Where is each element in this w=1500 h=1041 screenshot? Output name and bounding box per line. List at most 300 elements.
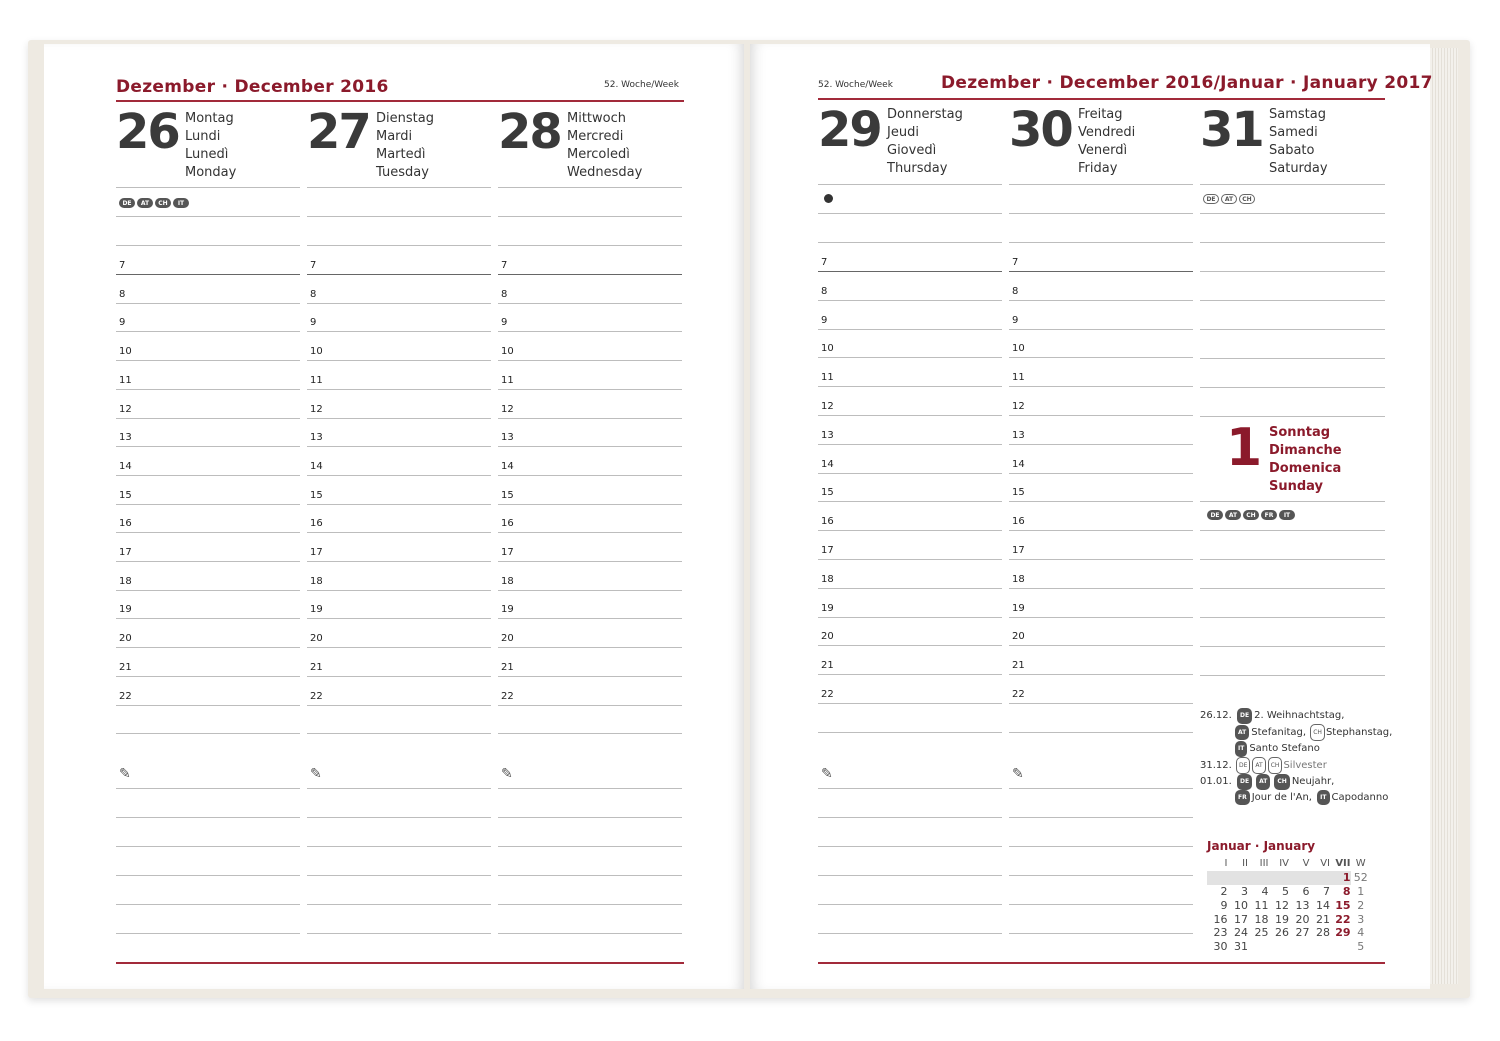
hour-line (307, 303, 491, 304)
hour-line (1009, 415, 1193, 416)
hour-line (1009, 703, 1193, 704)
hour-label: 20 (501, 633, 514, 645)
rule-line (116, 245, 300, 246)
notes-line (307, 817, 491, 818)
calendar-week-row (1207, 912, 1371, 926)
notes-line (818, 933, 1002, 934)
hour-label: 16 (1012, 516, 1025, 528)
hour-label: 16 (310, 518, 323, 530)
day-cell: 15 (1335, 898, 1351, 912)
day-number: 26 (116, 104, 179, 160)
hour-line (116, 418, 300, 419)
hour-label: 22 (501, 690, 514, 702)
hour-line (818, 329, 1002, 330)
hour-line (498, 389, 682, 390)
day-column (818, 44, 1002, 989)
day-cell (1310, 940, 1331, 954)
hour-line (1009, 473, 1193, 474)
hour-line (1009, 617, 1193, 618)
hour-label: 7 (310, 260, 317, 271)
rule-line (116, 733, 300, 734)
notes-line (307, 788, 491, 789)
day-cell: 6 (1302, 884, 1310, 898)
rule-line (818, 732, 1002, 733)
hour-label: 8 (119, 288, 126, 300)
notes-line (498, 788, 682, 789)
hour-label: 21 (310, 661, 323, 673)
day-names: Samstag Samedi Sabato Saturday (1269, 107, 1328, 176)
left-page (44, 44, 744, 989)
hour-line (498, 532, 682, 533)
calendar-week-row (1207, 926, 1371, 940)
day-cell (1248, 940, 1269, 954)
pencil-icon: ✎ (310, 766, 322, 782)
notes-line (1009, 904, 1193, 905)
hour-label: 13 (119, 432, 132, 444)
hour-line (818, 530, 1002, 531)
day-cell (1330, 940, 1351, 954)
right-page-header: Dezember · December 2016/Januar · January 2017 (941, 73, 1433, 93)
day-cell (1269, 871, 1290, 885)
pencil-icon: ✎ (1012, 766, 1024, 782)
holiday-line: IT Santo Stefano (1200, 741, 1392, 757)
hour-line (818, 415, 1002, 416)
rule-line (307, 733, 491, 734)
hour-label: 18 (821, 573, 834, 585)
notes-line (307, 904, 491, 905)
hour-label: 18 (501, 575, 514, 587)
notes-line (818, 817, 1002, 818)
hour-line (307, 676, 491, 677)
weekday-header: III (1259, 858, 1269, 870)
pencil-icon: ✎ (821, 766, 833, 782)
hour-label: 19 (501, 604, 514, 616)
day-cell: 25 (1254, 926, 1269, 940)
notes-line (116, 817, 300, 818)
day-number: 29 (818, 102, 881, 158)
notes-line (1009, 933, 1193, 934)
weekday-header: I (1224, 858, 1228, 870)
rule-line (1009, 213, 1193, 214)
hour-label: 15 (501, 489, 514, 501)
day-cell: 28 (1316, 926, 1330, 940)
sunday-number: 1 (1226, 418, 1263, 478)
hour-label: 16 (119, 518, 132, 530)
holiday-line: 31.12. DE AT CH Silvester (1200, 757, 1392, 775)
hour-line (1009, 559, 1193, 560)
hour-line (1009, 300, 1193, 301)
hour-line (818, 674, 1002, 675)
day-cell: 24 (1234, 926, 1248, 940)
hour-line (116, 705, 300, 706)
hour-label: 20 (1012, 631, 1025, 643)
hour-line (307, 360, 491, 361)
day-cell: 13 (1295, 898, 1310, 912)
hour-line (116, 676, 300, 677)
hour-label: 13 (821, 429, 834, 441)
hour-label: 21 (119, 661, 132, 673)
day-column (498, 44, 682, 989)
new-moon-dot-icon (824, 194, 833, 203)
sunday-holiday-badges (1207, 510, 1295, 520)
hour-label: 9 (119, 317, 126, 329)
day-cell: 11 (1254, 898, 1269, 912)
hour-line (116, 618, 300, 619)
calendar-header-row (1207, 857, 1371, 871)
rule-line (818, 184, 1002, 185)
notes-line (818, 875, 1002, 876)
hour-line (307, 475, 491, 476)
hour-line (498, 274, 682, 275)
week-number-cell: 5 (1357, 940, 1365, 954)
day-cell: 30 (1213, 940, 1228, 954)
hour-label: 13 (310, 432, 323, 444)
hour-line (1009, 501, 1193, 502)
hour-line (498, 303, 682, 304)
notes-line (116, 788, 300, 789)
hour-label: 19 (1012, 602, 1025, 614)
footer-rule (818, 962, 1385, 964)
day-names: Donnerstag Jeudi Giovedì Thursday (887, 107, 963, 176)
day-cell: 23 (1213, 926, 1228, 940)
rule-line (116, 216, 300, 217)
hour-line (498, 561, 682, 562)
hour-label: 22 (1012, 689, 1025, 700)
pencil-icon: ✎ (501, 766, 513, 782)
notes-line (307, 846, 491, 847)
day-cell (1207, 871, 1228, 885)
hour-label: 10 (501, 346, 514, 358)
rule-line (307, 187, 491, 188)
hour-label: 21 (1012, 660, 1025, 672)
hour-label: 9 (1012, 314, 1019, 326)
badge-it: IT (173, 198, 189, 208)
notes-line (1009, 788, 1193, 789)
notes-line (116, 904, 300, 905)
notes-line (498, 846, 682, 847)
hour-line (498, 446, 682, 447)
hour-label: 15 (821, 487, 834, 499)
day-cell: 18 (1254, 912, 1269, 926)
hour-line (307, 532, 491, 533)
day-cell: 27 (1295, 926, 1310, 940)
hour-label: 16 (821, 516, 834, 528)
day-cell: 10 (1234, 898, 1248, 912)
badge-ch: CH (1239, 194, 1255, 204)
day-cell: 5 (1282, 884, 1289, 898)
hour-line (498, 590, 682, 591)
hour-line (307, 705, 491, 706)
hour-label: 19 (119, 604, 132, 616)
badge-de: DE (119, 198, 135, 208)
hour-label: 17 (821, 545, 834, 556)
hour-line (498, 418, 682, 419)
hour-line (818, 645, 1002, 646)
day-cell: 22 (1335, 912, 1351, 926)
day-column (1009, 44, 1193, 989)
weekday-header: V (1302, 858, 1310, 870)
hour-label: 8 (1012, 285, 1019, 297)
mini-calendar-january (1207, 839, 1371, 954)
notes-line (818, 788, 1002, 789)
right-page (750, 44, 1433, 989)
rule-line (498, 216, 682, 217)
badge-at: AT (1225, 510, 1241, 520)
hour-line (498, 504, 682, 505)
notes-line (498, 817, 682, 818)
hour-label: 10 (119, 346, 132, 358)
week-number: 52. Woche/Week (604, 80, 679, 90)
badge-ch: CH (155, 198, 171, 208)
day-cell (1310, 871, 1331, 885)
hour-line (818, 703, 1002, 704)
hour-line (307, 389, 491, 390)
hour-label: 7 (501, 260, 508, 271)
rule-line (307, 216, 491, 217)
hour-line (1009, 386, 1193, 387)
badge-fr: FR (1261, 510, 1277, 520)
hour-line (498, 360, 682, 361)
day-cell: 1 (1330, 871, 1351, 885)
rule-line (818, 213, 1002, 214)
hour-line (1009, 645, 1193, 646)
hour-line (1009, 530, 1193, 531)
hour-label: 7 (1012, 257, 1019, 268)
week-number-cell: 52 (1353, 871, 1368, 885)
holiday-line: FR Jour de l'An, IT Capodanno (1200, 790, 1392, 806)
day-cell (1269, 940, 1290, 954)
week-number-cell: 2 (1357, 898, 1365, 912)
rule-line (116, 187, 300, 188)
hour-label: 8 (310, 288, 317, 300)
hour-label: 13 (501, 432, 514, 444)
notes-line (1009, 817, 1193, 818)
badge-at: AT (1221, 194, 1237, 204)
hour-line (116, 389, 300, 390)
hour-line (1009, 271, 1193, 272)
week-number-cell: 3 (1357, 912, 1365, 926)
hour-label: 11 (821, 372, 834, 384)
holiday-badges (119, 198, 189, 208)
hour-line (307, 647, 491, 648)
hour-label: 22 (310, 690, 323, 702)
hour-line (818, 473, 1002, 474)
hour-label: 12 (501, 403, 514, 415)
day-cell: 9 (1220, 898, 1228, 912)
hour-line (116, 360, 300, 361)
day-names: Dienstag Mardi Martedì Tuesday (376, 111, 434, 180)
hour-label: 9 (821, 314, 828, 326)
hour-label: 20 (310, 633, 323, 645)
day-cell: 26 (1275, 926, 1289, 940)
notes-line (498, 904, 682, 905)
hour-label: 18 (310, 575, 323, 587)
day-cell: 19 (1275, 912, 1289, 926)
hour-line (818, 357, 1002, 358)
hour-line (307, 418, 491, 419)
day-number: 28 (498, 104, 561, 160)
hour-label: 9 (501, 317, 508, 329)
hour-label: 14 (501, 460, 514, 472)
notes-line (818, 904, 1002, 905)
hour-label: 16 (501, 518, 514, 530)
hour-label: 11 (119, 374, 132, 386)
day-cell: 4 (1261, 884, 1269, 898)
hour-line (818, 444, 1002, 445)
notes-line (498, 933, 682, 934)
day-cell: 17 (1234, 912, 1248, 926)
hour-line (498, 331, 682, 332)
hour-label: 14 (310, 460, 323, 472)
hour-label: 19 (310, 604, 323, 616)
hour-line (498, 705, 682, 706)
hour-label: 12 (119, 403, 132, 415)
hour-label: 18 (119, 575, 132, 587)
hour-line (818, 559, 1002, 560)
day-cell: 20 (1295, 912, 1310, 926)
hour-line (116, 446, 300, 447)
weekday-header: II (1242, 858, 1248, 870)
day-number: 30 (1009, 102, 1072, 158)
day-cell (1248, 871, 1269, 885)
hour-line (818, 271, 1002, 272)
day-cell: 3 (1241, 884, 1248, 898)
hour-line (818, 588, 1002, 589)
hour-label: 15 (1012, 487, 1025, 499)
hour-line (307, 331, 491, 332)
hour-label: 9 (310, 317, 317, 329)
hour-label: 10 (310, 346, 323, 358)
rule-line (498, 245, 682, 246)
rule-line (498, 733, 682, 734)
hour-label: 20 (821, 631, 834, 643)
mini-calendar-grid (1207, 857, 1371, 954)
day-cell (1289, 940, 1310, 954)
mini-calendar-title: Januar · January (1207, 839, 1316, 853)
notes-line (1009, 846, 1193, 847)
notes-line (818, 846, 1002, 847)
weekday-header: W (1355, 858, 1366, 870)
rule-line (1009, 242, 1193, 243)
calendar-week-row (1207, 885, 1371, 899)
hour-label: 18 (1012, 573, 1025, 585)
hour-line (1009, 329, 1193, 330)
hour-line (307, 274, 491, 275)
notes-line (116, 846, 300, 847)
day-names: Mittwoch Mercredi Mercoledì Wednesday (567, 111, 643, 180)
hour-line (818, 617, 1002, 618)
day-cell (1289, 871, 1310, 885)
hour-label: 8 (501, 288, 508, 300)
hour-label: 21 (821, 660, 834, 672)
day-number: 27 (307, 104, 370, 160)
day-cell: 2 (1220, 884, 1228, 898)
day-column (307, 44, 491, 989)
hour-line (818, 300, 1002, 301)
hour-label: 10 (1012, 343, 1025, 355)
calendar-week-row (1207, 940, 1371, 954)
day-cell: 31 (1234, 940, 1248, 954)
badge-it: IT (1279, 510, 1295, 520)
hour-label: 17 (501, 547, 514, 558)
hour-line (498, 647, 682, 648)
day-number: 31 (1200, 102, 1263, 158)
week-number: 52. Woche/Week (818, 80, 893, 90)
day-cell: 12 (1275, 898, 1289, 912)
hour-label: 17 (310, 547, 323, 558)
weekday-header: VI (1320, 858, 1330, 870)
hour-line (1009, 674, 1193, 675)
hour-label: 19 (821, 602, 834, 614)
calendar-week-row (1207, 871, 1371, 885)
hour-label: 14 (119, 460, 132, 472)
day-column (116, 44, 300, 989)
day-cell: 29 (1335, 926, 1351, 940)
badge-ch: CH (1243, 510, 1259, 520)
hour-line (116, 331, 300, 332)
week-number-cell: 1 (1357, 884, 1365, 898)
day-names: Montag Lundi Lunedì Monday (185, 111, 237, 180)
badge-de: DE (1207, 510, 1223, 520)
hour-line (116, 274, 300, 275)
day-cell: 16 (1213, 912, 1228, 926)
page-edges (1430, 48, 1458, 984)
hour-line (116, 561, 300, 562)
badge-de: DE (1203, 194, 1219, 204)
hour-label: 11 (1012, 372, 1025, 384)
weekday-header: IV (1279, 858, 1289, 870)
hour-line (116, 504, 300, 505)
notes-line (1009, 875, 1193, 876)
hour-label: 7 (119, 260, 126, 271)
hour-label: 13 (1012, 429, 1025, 441)
hour-line (116, 303, 300, 304)
rule-line (498, 187, 682, 188)
hour-label: 14 (1012, 458, 1025, 470)
rule-line (1009, 732, 1193, 733)
notes-line (307, 933, 491, 934)
pencil-icon: ✎ (119, 766, 131, 782)
hour-line (307, 618, 491, 619)
hour-label: 11 (310, 374, 323, 386)
hour-line (116, 590, 300, 591)
hour-label: 8 (821, 285, 828, 297)
hour-label: 15 (119, 489, 132, 501)
hour-line (116, 475, 300, 476)
day-names: Freitag Vendredi Venerdì Friday (1078, 107, 1136, 176)
day-cell: 8 (1342, 884, 1351, 898)
rule-line (818, 242, 1002, 243)
weekday-header: VII (1335, 858, 1351, 870)
left-page-header: Dezember · December 2016 (116, 77, 389, 97)
holiday-line: 26.12. DE 2. Weihnachtstag, (1200, 708, 1392, 724)
hour-label: 20 (119, 633, 132, 645)
hour-label: 7 (821, 257, 828, 268)
hour-label: 22 (119, 690, 132, 702)
hour-label: 12 (1012, 401, 1025, 412)
hour-label: 12 (310, 403, 323, 415)
week-number-cell: 4 (1357, 926, 1365, 940)
hour-label: 12 (821, 401, 834, 412)
hour-line (307, 504, 491, 505)
notes-line (307, 875, 491, 876)
hour-label: 21 (501, 661, 514, 673)
hour-line (1009, 444, 1193, 445)
hour-line (116, 647, 300, 648)
notes-line (116, 875, 300, 876)
hour-line (307, 561, 491, 562)
hour-line (498, 475, 682, 476)
